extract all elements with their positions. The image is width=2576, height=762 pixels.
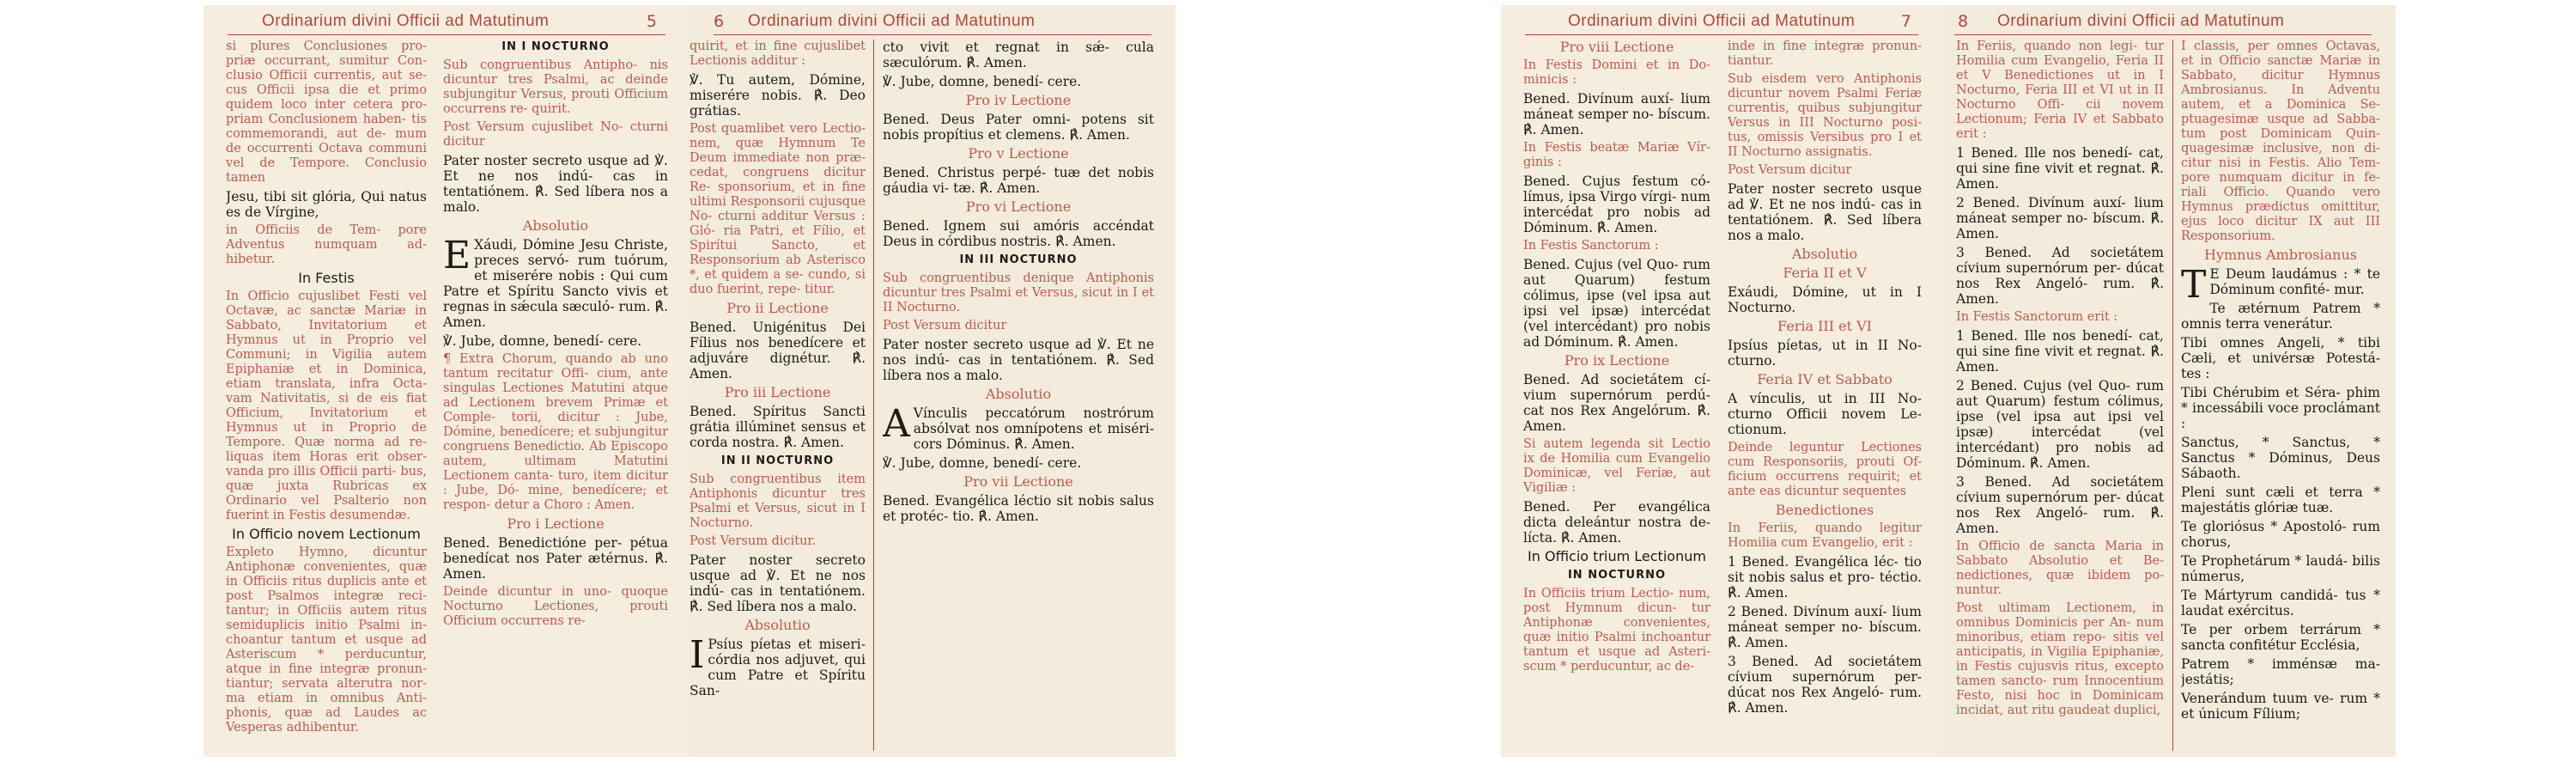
rubric-text: In Officio cujuslibet Festi vel Octavæ, ac sanctæ Mariæ in Sabbato, Invitatorium et Hymnus ut in Proprio vel Communi; in Vigilia autem Epiphaniæ et in Dominica, etiam translata, infra Octa- vam Nativitatis, si de eis fiat Officium, Invitatorium et Hymnus ut in Proprio de Tempore. Quæ norma ad re- liquas item Horas erit obser- vanda pro illis Officii parti- bus, quæ juxta Rubricas ex Ordinario vel Psalterio non fuerint in Festis desumendæ. [226,290,427,522]
prayer-text: Bened. Cujus festum có- límus, ipsa Virgo vírgi- num intercédat pro nobis ad Dóminum. ℟. Amen. [1523,174,1710,235]
prayer-text: ℣. Tu autem, Dómine, miserére nobis. ℟. Deo grátias. [690,72,866,119]
prayer-text: Bened. Unigénitus Dei Fílius nos benedícere et adjuváre dignétur. ℟. Amen. [690,320,866,381]
rubric-text: inde in fine integræ pronun- tiantur. [1728,40,1922,68]
rubric-text: In Officio de sancta Maria in Sabbato Absolutio et Be- nedictiones, quæ ibidem po- nuntur. [1956,539,2164,597]
rubric-text: Sub congruentibus denique Antiphonis dicuntur tres Psalmi et Versus, sicut in I et II Nocturno. [883,271,1154,314]
paragraph-text: Vínculis peccatórum nostrórum absólvat nos omnípotens et miséri- cors Dóminus. ℟. Amen. [913,405,1154,452]
section-heading: Pro iv Lectione [965,92,1072,108]
drop-cap-initial: I [690,633,705,677]
prayer-text: 3 Bened. Ad societátem cívium supernórum per- dúcat nos Rex Angeló- rum. ℟. Amen. [1956,474,2164,536]
paragraph-text: E Deum laudámus : * te Dóminum confité- mur. [2209,266,2380,297]
page-number: 5 [646,12,657,31]
prayer-text: Pater noster secreto usque ad ℣. Et ne nos indú- cas in tentatiónem. ℟. Sed líbera nos a malo. [690,552,866,614]
rubric-text: Si autem legenda sit Lectio ix de Homilia cum Evangelio Dominicæ, vel Feriæ, aut Vigiliæ : [1523,437,1710,495]
rubric-text: in Officiis de Tem- pore Adventus numquam ad- hibetur. [226,223,427,266]
prayer-text: A vínculis, ut in III No- cturno Officii novem Le- ctionum. [1728,391,1922,437]
drop-cap-paragraph [690,633,866,698]
rubric-text: quirit, et in fine cujuslibet Lectionis additur : [690,40,866,68]
text-column-right [443,40,668,751]
rubric-text: Post Versum dicitur [1728,163,1852,177]
section-heading: Pro iii Lectione [724,384,831,400]
text-column-left [690,40,866,751]
rubric-text: Sub eisdem vero Antiphonis dicuntur novem Psalmi Feriæ currentis, quibus subjungitur Versus in III Nocturno posi- tus, omissis Versibus pro I et II Nocturno assignatis. [1728,72,1922,159]
prayer-text: Bened. Deus Pater omni- potens sit nobis propítius et clemens. ℟. Amen. [883,112,1154,143]
drop-cap-paragraph [443,234,668,330]
prayer-text: Tibi Chérubim et Séra- phim * incessábili voce proclámant : [2181,385,2380,431]
drop-cap-initial: T [2181,263,2207,307]
office-heading: In Festis [298,270,355,286]
drop-cap-paragraph [883,402,1154,452]
column-rule [873,40,874,751]
rubric-text: In Festis Sanctorum : [1523,239,1659,253]
book-page-6 [690,5,1176,757]
drop-cap-paragraph [2181,263,2380,307]
prayer-text: Pater noster secreto usque ad ℣. Et ne nos indú- cas in tentatiónem. ℟. Sed líbera nos a malo. [1728,181,1922,243]
page-number: 7 [1900,12,1911,31]
page-number: 8 [1958,12,1969,31]
rubric-text: ¶ Extra Chorum, quando ab uno tantum recitatur Offi- cium, ante singulas Lectiones Matutini atque ad Lectionem brevem Primæ et Comple- torii, dicitur : Jube, Dómine, benedícere; et subjungitur congruens Benedictio. Ab Episcopo autem, ultimam Matutini Lectionem canta- turo, item dicitur : Jube, Dó- mine, benedícere; et respon- detur a Choro : Amen. [443,352,668,512]
page-number: 6 [714,12,725,31]
rubric-text: Post Versum cujuslibet No- cturni dicitur [443,120,668,149]
prayer-text: Te Prophetárum * laudá- bilis númerus, [2181,553,2380,584]
rubric-text: Post Versum dicitur [883,319,1007,332]
nocturn-heading: IN NOCTURNO [1567,569,1667,582]
running-title: Ordinarium divini Officii ad Matutinum [262,12,550,30]
section-heading: Pro viii Lectione [1559,40,1674,55]
rubric-text: In Festis beatæ Mariæ Vír- ginis : [1523,141,1710,169]
rubric-text: Sub congruentibus Antipho- nis dicuntur tres Psalmi, ac deinde subjungitur Versus, prouti Officium occurrens re- quirit. [443,58,668,116]
office-heading: In Officio novem Lectionum [232,526,421,542]
book-page-5 [204,5,690,757]
section-heading: Feria III et VI [1777,318,1872,334]
book-page-7 [1501,5,1942,757]
rubric-text: In Festis Domini et in Do- minicis : [1523,58,1710,87]
prayer-text: Bened. Ad societátem cí- vium supernórum perdú- cat nos Rex Angelórum. ℟. Amen. [1523,372,1710,434]
prayer-text: Sanctus, * Sanctus, * Sanctus * Dóminus, Deus Sábaoth. [2181,435,2380,481]
section-heading: Pro vii Lectione [963,473,1073,490]
section-heading: Pro i Lectione [507,515,605,532]
office-heading: In Officio trium Lectionum [1528,548,1706,564]
rubric-text: In Officiis trium Lectio- num, post Hymnum dicun- tur Antiphonæ convenientes, quæ initio Psalmi inchoantur tantum et usque ad Asteri- scum * perducuntur, ac de- [1523,587,1710,674]
running-title: Ordinarium divini Officii ad Matutinum [1568,12,1856,30]
rubric-text: si plures Conclusiones pro- priæ occurrant, sumitur Con- clusio Officii currentis, aut se- cus Officii ipsa die et primo quidem loco inter cetera pro- priam Conclusionem haben- tis commemorandi, aut de- mum de occurrenti Octava communi vel de Tempore. Conclusio tamen [226,40,427,185]
nocturn-heading: IN II NOCTURNO [720,454,835,467]
text-column-right [1728,40,1922,751]
rubric-text: Sub congruentibus item Antiphonis dicuntur tres Psalmi et Versus, sicut in I Nocturno. [690,472,866,530]
rubric-text: I classis, per omnes Octavas, et in Officio sanctæ Mariæ in Sabbato, dicitur Hymnus Ambrosianus. In Adventu autem, et a Dominica Se- ptuagesimæ usque ad Sabba- tum post Dominicam Quin- quagesimæ inclusive, non di- citur nisi in Festis. Alio Tem- pore numquam dicitur in fe- riali Officio. Quando vero Hymnus prædictus omittitur, ejus loco dicitur IX aut III Responsorium. [2181,40,2380,243]
prayer-text: Te gloriósus * Apostoló- rum chorus, [2181,519,2380,550]
section-heading: Absolutio [744,617,811,633]
paragraph-text: Xáudi, Dómine Jesu Christe, preces servó- rum tuórum, et miserére nobis : Qui cum Patre et Spíritu Sancto vivis et regnas in sǽcula sæculó- rum. ℟. Amen. [443,237,668,330]
section-heading: Hymnus Ambrosianus [2203,247,2357,263]
prayer-text: ℣. Jube, domne, benedí- cere. [883,455,1082,471]
prayer-text: Bened. Ignem sui amóris accéndat Deus in córdibus nostris. ℟. Amen. [883,218,1154,249]
page-header [228,12,665,35]
prayer-text: 1 Bened. Evangélica léc- tio sit nobis salus et pro- téctio. ℟. Amen. [1728,554,1922,600]
prayer-text: Tibi omnes Angeli, * tibi Cæli, et univérsæ Potestá- tes : [2181,335,2380,381]
paragraph-text: Psíus píetas et miseri- córdia nos adjuvet, qui cum Patre et Spíritu San- [690,637,866,698]
prayer-text: ℣. Jube, domne, benedí- cere. [443,333,642,349]
prayer-text: Bened. Per evangélica dicta deleántur nostra de- lícta. ℟. Amen. [1523,499,1710,546]
prayer-text: Ipsíus píetas, ut in II No- cturno. [1728,338,1922,369]
running-title: Ordinarium divini Officii ad Matutinum [1997,12,2285,30]
prayer-text: 2 Bened. Cujus (vel Quo- rum aut Quarum) festum cólimus, ipse (vel ipsa aut ipsi vel ipsæ) intercédat (vel intercédant) pro nobis ad Dóminum. ℟. Amen. [1956,378,2164,471]
section-heading: Absolutio [522,217,589,234]
section-heading: Absolutio [985,386,1052,402]
prayer-text: Te per orbem terrárum * sancta confitétur Ecclésia, [2181,622,2380,653]
prayer-text: 2 Bened. Divínum auxí- lium máneat semper no- bíscum. ℟. Amen. [1728,604,1922,650]
section-heading: Feria IV et Sabbato [1757,371,1893,387]
prayer-text: cto vivit et regnat in sǽ- cula sæculórum. ℟. Amen. [883,40,1154,70]
prayer-text: Jesu, tibi sit glória, Qui natus es de Vírgine, [226,189,427,220]
text-column-left [226,40,427,751]
prayer-text: ℣. Jube, domne, benedí- cere. [883,74,1082,89]
rubric-text: Post ultimam Lectionem, in omnibus Dominicis per An- num minoribus, etiam repo- sitis vel anticipatis, in Vigilia Epiphaniæ, in Festis cujusvis ritus, excepto tamen sancto- rum Innocentium Festo, nisi hoc in Dominicam incidat, aut ritu gaudeat duplici, [1956,601,2164,717]
rubric-text: In Feriis, quando legitur Homilia cum Evangelio, erit : [1728,521,1922,550]
rubric-text: In Feriis, quando non legi- tur Homilia cum Evangelio, Feria II et V Benedictiones ut in I Nocturno, Feria III et VI ut in II Nocturno Offi- cii novem Lectionum; Feria IV et Sabbato erit : [1956,40,2164,141]
section-heading: Benedictiones [1775,502,1874,518]
section-heading: Pro ix Lectione [1564,352,1670,369]
prayer-text: Venerándum tuum ve- rum * et únicum Fílium; [2181,691,2380,722]
section-heading: Feria II et V [1783,265,1867,281]
prayer-text: Exáudi, Dómine, ut in I Nocturno. [1728,284,1922,315]
prayer-text: Te Mártyrum candidá- tus * laudat exércitus. [2181,588,2380,619]
rubric-text: In Festis Sanctorum erit : [1956,310,2118,324]
drop-cap-initial: E [443,234,471,277]
section-heading: Absolutio [1791,246,1858,262]
rubric-text: Post Versum dicitur. [690,534,817,548]
prayer-text: 1 Bened. Ille nos benedí- cat, qui sine fine vivit et regnat. ℟. Amen. [1956,328,2164,375]
rubric-text: Expleto Hymno, dicuntur Antiphonæ convenientes, quæ in Officiis ritus duplicis ante et post Psalmos integræ reci- tantur; in Officiis autem ritus semiduplicis initio Psalmi in- choantur tantum et usque ad Asteriscum * perducuntur, atque in fine integræ pronun- tiantur; servata alterutra nor- ma etiam in omnibus Anti- phonis, quæ ad Laudes ac Vesperas adhibentur. [226,546,427,735]
column-rule [2172,40,2173,751]
rubric-text: Deinde leguntur Lectiones cum Responsoriis, prouti Of- ficium occurrens requirit; et ante eas dicuntur sequentes [1728,441,1922,498]
section-heading: Pro v Lectione [968,145,1069,162]
prayer-text: Bened. Divínum auxí- lium máneat semper no- bíscum. ℟. Amen. [1523,91,1710,137]
text-column-left [1523,40,1710,751]
prayer-text: Patrem * imménsæ ma- jestátis; [2181,656,2380,687]
prayer-text: Pleni sunt cæli et terra * majestátis glóriæ tuæ. [2181,485,2380,515]
page-header [714,12,1151,35]
rubric-text: Deinde dicuntur in uno- quoque Nocturno Lectiones, prouti Officium occurrens re- [443,585,668,628]
section-heading: Pro vi Lectione [965,198,1072,215]
section-heading: Pro ii Lectione [726,300,829,316]
drop-cap-initial: A [883,402,910,446]
page-header [1525,12,1918,35]
prayer-text: Bened. Christus perpé- tuæ det nobis gáudia vi- tæ. ℟. Amen. [883,165,1154,196]
nocturn-heading: IN I NOCTURNO [501,40,610,53]
prayer-text: Te ætérnum Patrem * omnis terra venerátur. [2181,301,2380,332]
prayer-text: 3 Bened. Ad societátem cívium supernórum per- dúcat nos Rex Angeló- rum. ℟. Amen. [1956,245,2164,307]
prayer-text: Bened. Benedictióne per- pétua benedícat nos Pater ætérnus. ℟. Amen. [443,535,668,582]
text-column-right [2181,40,2380,751]
prayer-text: 3 Bened. Ad societátem cívium supernórum per- dúcat nos Rex Angeló- rum. ℟. Amen. [1728,654,1922,716]
page-header [1954,12,2372,35]
prayer-text: Pater noster secreto usque ad ℣. Et ne nos indú- cas in tentatiónem. ℟. Sed líbera nos a malo. [883,337,1154,383]
running-title: Ordinarium divini Officii ad Matutinum [748,12,1036,30]
prayer-text: 2 Bened. Divínum auxí- lium máneat semper no- bíscum. ℟. Amen. [1956,195,2164,241]
text-column-right [883,40,1154,751]
book-page-8 [1942,5,2396,757]
prayer-text: Pater noster secreto usque ad ℣. Et ne nos indú- cas in tentatiónem. ℟. Sed líbera nos a malo. [443,153,668,215]
prayer-text: Bened. Cujus (vel Quo- rum aut Quarum) festum cólimus, ipse (vel ipsa aut ipsi vel ipsæ) intercédat (vel intercédant) pro nobis ad Dóminum. ℟. Amen. [1523,257,1710,350]
prayer-text: 1 Bened. Ille nos benedí- cat, qui sine fine vivit et regnat. ℟. Amen. [1956,145,2164,192]
text-column-left [1956,40,2164,751]
prayer-text: Bened. Spíritus Sancti grátia illúminet sensus et corda nostra. ℟. Amen. [690,404,866,450]
rubric-text: Post quamlibet vero Lectio- nem, quæ Hymnum Te Deum immediate non præ- cedat, congruens dicitur Re- sponsorium, et in fine ultimi Responsorii cujusque No- cturni additur Versus : Gló- ria Patri, et Fílio, et Spirítui Sancto, et Responsorium ab Asterisco *, et quidem a se- cundo, si duo fuerint, repe- titur. [690,122,866,296]
prayer-text: Bened. Evangélica léctio sit nobis salus et protéc- tio. ℟. Amen. [883,493,1154,524]
nocturn-heading: IN III NOCTURNO [959,253,1078,266]
